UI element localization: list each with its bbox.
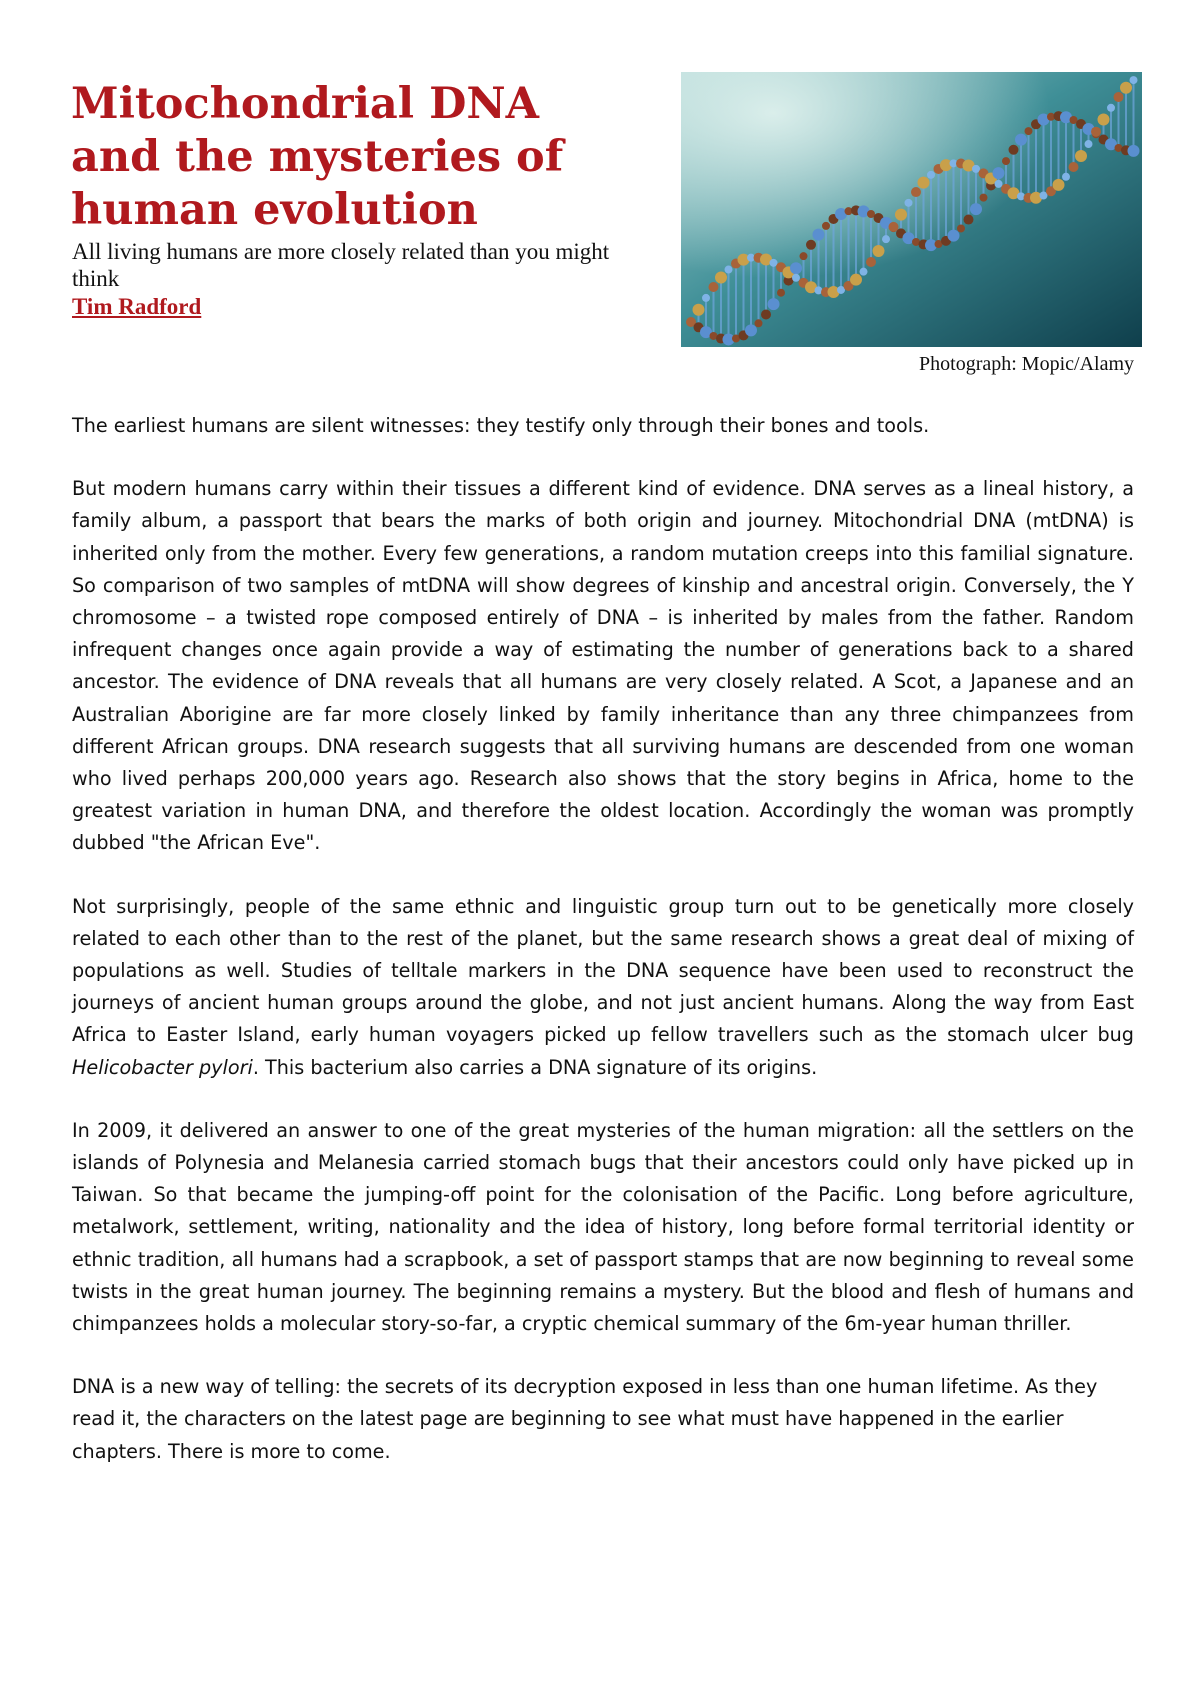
species-name: Helicobacter pylori bbox=[72, 1055, 253, 1079]
paragraph-4: In 2009, it delivered an answer to one of the great mysteries of the human migration: all the settlers on the islands of Polynesia and Melanesia carried stomach bugs that their ancestors could only have picked up in Taiwan. So that became the jumping-off point for the colonisation of the Pacific. Long before agriculture, metalwork, settlement, writing, nationality and the idea of history, long before formal territorial identity or ethnic tradition, all humans had a scrapbook, a set of passport stamps that are now beginning to reveal some twists in the great human journey. The beginning remains a mystery. But the blood and flesh of humans and chimpanzees holds a molecular story-so-far, a cryptic chemical summary of the 6m-year human thriller. bbox=[72, 1118, 1134, 1336]
paragraph-1: The earliest humans are silent witnesses: they testify only through their bones and tools. bbox=[72, 414, 930, 437]
paragraph-3-text-a: Not surprisingly, people of the same ethnic and linguistic group turn out to be genetically more closely related to each other than to the rest of the planet, but the same research shows a great deal of mixing of populations as well. Studies of telltale markers in the DNA sequence have been used to reconstruct the journeys of ancient human groups around the globe, and not just ancient humans. Along the way from East Africa to Easter Island, early human voyagers picked up fellow travellers such as the stomach ulcer bug bbox=[72, 894, 1134, 1047]
paragraph-3 bbox=[72, 891, 1134, 1084]
paragraph-3-text-b: . This bacterium also carries a DNA signature of its origins. bbox=[252, 1055, 818, 1079]
photo-credit: Photograph: Mopic/Alamy bbox=[919, 353, 1134, 375]
author-link[interactable]: Tim Radford bbox=[72, 294, 202, 319]
paragraph-5: DNA is a new way of telling: the secrets of its decryption exposed in less than one human lifetime. As they read it, the characters on the latest page are beginning to see what must have happened in the earlier chapters. There is more to come. bbox=[72, 1375, 1098, 1463]
paragraph-2: But modern humans carry within their tissues a different kind of evidence. DNA serves as a lineal history, a family album, a passport that bears the marks of both origin and journey. Mitochondrial DNA (mtDNA) is inherited only from the mother. Every few generations, a random mutation creeps into this familial signature. So comparison of two samples of mtDNA will show degrees of kinship and ancestral origin. Conversely, the Y chromosome – a twisted rope composed entirely of DNA – is inherited by males from the father. Random infrequent changes once again provide a way of estimating the number of generations back to a shared ancestor. The evidence of DNA reveals that all humans are very closely related. A Scot, a Japanese and an Australian Aborigine are far more closely linked by family inheritance than any three chimpanzees from different African groups. DNA research suggests that all surviving humans are descended from one woman who lived perhaps 200,000 years ago. Research also shows that the story begins in Africa, home to the greatest variation in human DNA, and therefore the oldest location. Accordingly the woman was promptly dubbed "the African Eve". bbox=[72, 477, 1134, 855]
article-subtitle: All living humans are more closely related than you might think bbox=[72, 239, 610, 291]
article-body bbox=[72, 410, 1134, 1499]
article-title: Mitochondrial DNA and the mysteries of human evolution bbox=[71, 79, 564, 235]
dna-helix-photo bbox=[681, 72, 1142, 347]
